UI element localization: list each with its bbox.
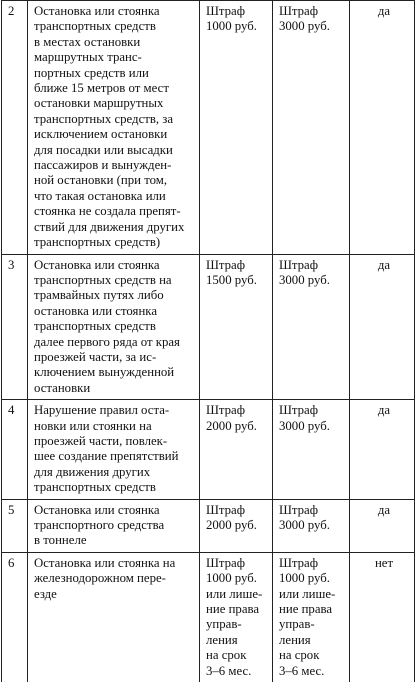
violation-description: Остановка или стоянка транспортного средства в тоннеле	[28, 499, 200, 552]
fine-standard: Штраф 1000 руб.	[200, 1, 273, 255]
table-row	[2, 1, 415, 255]
table-row	[2, 499, 415, 552]
applicability-flag: да	[350, 499, 415, 552]
fine-standard: Штраф 1000 руб. или лише- ние права управ- ления на срок 3–6 мес.	[200, 552, 273, 682]
fine-city: Штраф 3000 руб.	[273, 254, 350, 400]
fine-standard: Штраф 2000 руб.	[200, 499, 273, 552]
row-number: 6	[2, 552, 28, 682]
applicability-flag: да	[350, 1, 415, 255]
table-row	[2, 552, 415, 682]
fine-standard: Штраф 2000 руб.	[200, 400, 273, 499]
table-row	[2, 254, 415, 400]
violation-description: Остановка или стоянка транспортных средств в местах остановки маршрутных транс- портных средств или ближе 15 метров от мест остановки маршрутных транспортных средств, за исключением остановки для посадки или высадки пассажиров и вынужден- ной остановки (при том, что такая остановка или стоянка не создала препят- ствий для движения других транспортных средств)	[28, 1, 200, 255]
fine-city: Штраф 1000 руб. или лише- ние права управ- ления на срок 3–6 мес.	[273, 552, 350, 682]
row-number: 4	[2, 400, 28, 499]
row-number: 3	[2, 254, 28, 400]
fine-city: Штраф 3000 руб.	[273, 499, 350, 552]
applicability-flag: да	[350, 254, 415, 400]
applicability-flag: нет	[350, 552, 415, 682]
fine-standard: Штраф 1500 руб.	[200, 254, 273, 400]
row-number: 2	[2, 1, 28, 255]
table-row	[2, 400, 415, 499]
applicability-flag: да	[350, 400, 415, 499]
violation-description: Нарушение правил оста- новки или стоянки на проезжей части, повлек- шее создание препятствий для движения других транспортных средств	[28, 400, 200, 499]
violation-description: Остановка или стоянка на железнодорожном пере- езде	[28, 552, 200, 682]
fine-city: Штраф 3000 руб.	[273, 1, 350, 255]
row-number: 5	[2, 499, 28, 552]
parking-fines-table	[1, 0, 415, 682]
fine-city: Штраф 3000 руб.	[273, 400, 350, 499]
violation-description: Остановка или стоянка транспортных средств на трамвайных путях либо остановка или стоянка транспортных средств далее первого ряда от края проезжей части, за ис- ключением вынужденной остановки	[28, 254, 200, 400]
